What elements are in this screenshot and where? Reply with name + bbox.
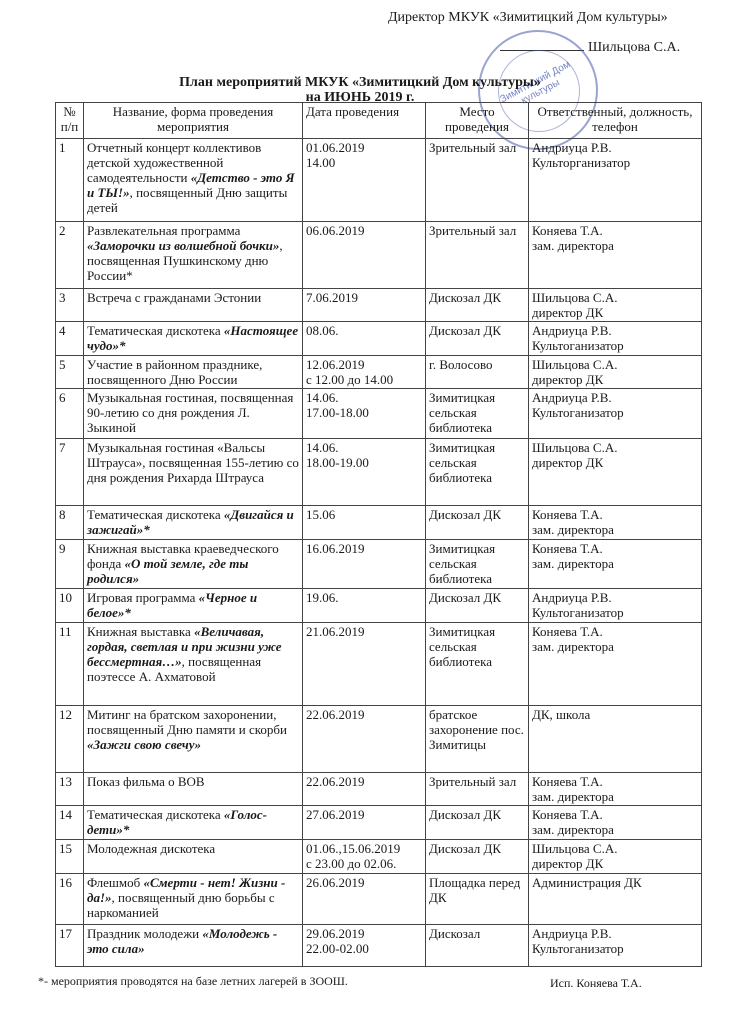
event-place: Зрительный зал bbox=[429, 774, 517, 789]
event-place: Зимитицкая сельская библиотека bbox=[429, 440, 496, 485]
event-responsible: Андриуца Р.В. Культоганизатор bbox=[532, 926, 624, 956]
event-name-text: Музыкальная гостиная «Вальсы Штрауса», посвященная 155-летию со дня рождения Рихарда Штрауса bbox=[87, 440, 299, 485]
cell-event-name bbox=[84, 925, 303, 967]
cell-place bbox=[426, 773, 529, 806]
event-place: Зрительный зал bbox=[429, 140, 517, 155]
cell-num bbox=[56, 322, 84, 356]
cell-date bbox=[303, 773, 426, 806]
row-number: 5 bbox=[59, 357, 66, 372]
row-number: 8 bbox=[59, 507, 66, 522]
table-row bbox=[56, 439, 702, 506]
cell-responsible bbox=[529, 222, 702, 289]
event-responsible: Шильцова С.А. директор ДК bbox=[532, 440, 618, 470]
header-place: Место проведения bbox=[426, 103, 529, 139]
header-num: № п/п bbox=[56, 103, 84, 139]
cell-responsible bbox=[529, 706, 702, 773]
row-number: 1 bbox=[59, 140, 66, 155]
event-name-title: «Молодежь - это сила» bbox=[87, 926, 278, 956]
cell-num bbox=[56, 773, 84, 806]
row-number: 2 bbox=[59, 223, 66, 238]
stamp-text: Зимитицкий Дом культуры bbox=[498, 59, 573, 107]
cell-date bbox=[303, 356, 426, 389]
cell-place bbox=[426, 840, 529, 874]
table-row bbox=[56, 806, 702, 840]
event-responsible: Коняева Т.А. зам. директора bbox=[532, 807, 614, 837]
event-name-text: Музыкальная гостиная, посвященная 90-летию со дня рождения Л. Зыкиной bbox=[87, 390, 294, 435]
cell-num bbox=[56, 874, 84, 925]
event-date: 12.06.2019 с 12.00 до 14.00 bbox=[306, 357, 394, 387]
row-number: 11 bbox=[59, 624, 72, 639]
header-responsible: Ответственный, должность, телефон bbox=[529, 103, 702, 139]
table-row bbox=[56, 925, 702, 967]
table-row bbox=[56, 356, 702, 389]
title-line-1: План мероприятий МКУК «Зимитицкий Дом культуры» bbox=[179, 75, 541, 90]
event-date: 14.06. 17.00-18.00 bbox=[306, 390, 369, 420]
event-place: г. Волосово bbox=[429, 357, 493, 372]
event-place: Дискозал ДК bbox=[429, 590, 502, 605]
event-place: Дискозал ДК bbox=[429, 323, 502, 338]
table-row bbox=[56, 506, 702, 540]
table-row bbox=[56, 289, 702, 322]
event-responsible: Андриуца Р.В. Культорганизатор bbox=[532, 140, 631, 170]
event-responsible: Коняева Т.А. зам. директора bbox=[532, 624, 614, 654]
event-place: Зимитицкая сельская библиотека bbox=[429, 624, 496, 669]
row-number: 9 bbox=[59, 541, 66, 556]
event-name-title: «Заморочки из волшебной бочки» bbox=[87, 238, 280, 253]
event-name-text: Митинг на братском захоронении, посвященный Дню памяти и скорби bbox=[87, 707, 287, 737]
row-number: 15 bbox=[59, 841, 72, 856]
event-name-title: «Настоящее чудо»* bbox=[87, 323, 299, 353]
row-number: 12 bbox=[59, 707, 72, 722]
cell-event-name bbox=[84, 806, 303, 840]
event-responsible: Коняева Т.А. зам. директора bbox=[532, 541, 614, 571]
cell-place bbox=[426, 139, 529, 222]
cell-date bbox=[303, 389, 426, 439]
cell-event-name bbox=[84, 389, 303, 439]
table-row bbox=[56, 840, 702, 874]
event-date: 14.06. 18.00-19.00 bbox=[306, 440, 369, 470]
event-place: Зимитицкая сельская библиотека bbox=[429, 541, 496, 586]
table-row bbox=[56, 623, 702, 706]
event-date: 01.06.,15.06.2019 с 23.00 до 02.06. bbox=[306, 841, 401, 871]
cell-responsible bbox=[529, 589, 702, 623]
event-date: 21.06.2019 bbox=[306, 624, 365, 639]
event-name-suffix: , посвященный Дню защиты детей bbox=[87, 185, 288, 215]
cell-date bbox=[303, 506, 426, 540]
cell-num bbox=[56, 506, 84, 540]
event-place: Площадка перед ДК bbox=[429, 875, 521, 905]
cell-event-name bbox=[84, 589, 303, 623]
cell-event-name bbox=[84, 506, 303, 540]
table-header-row bbox=[56, 103, 702, 139]
event-date: 22.06.2019 bbox=[306, 774, 365, 789]
event-name-title: «Зажги свою свечу» bbox=[87, 737, 202, 752]
table-row bbox=[56, 589, 702, 623]
row-number: 6 bbox=[59, 390, 66, 405]
cell-num bbox=[56, 840, 84, 874]
cell-num bbox=[56, 389, 84, 439]
cell-place bbox=[426, 706, 529, 773]
cell-place bbox=[426, 389, 529, 439]
table-row bbox=[56, 540, 702, 589]
row-number: 14 bbox=[59, 807, 72, 822]
cell-date bbox=[303, 874, 426, 925]
event-place: Зимитицкая сельская библиотека bbox=[429, 390, 496, 435]
cell-responsible bbox=[529, 874, 702, 925]
table-row bbox=[56, 773, 702, 806]
cell-place bbox=[426, 540, 529, 589]
cell-place bbox=[426, 623, 529, 706]
event-responsible: Администрация ДК bbox=[532, 875, 642, 890]
cell-place bbox=[426, 925, 529, 967]
table-row bbox=[56, 139, 702, 222]
event-date: 29.06.2019 22.00-02.00 bbox=[306, 926, 369, 956]
cell-event-name bbox=[84, 139, 303, 222]
event-name-suffix: , посвященная поэтессе А. Ахматовой bbox=[87, 654, 262, 684]
cell-event-name bbox=[84, 356, 303, 389]
event-name-title: «Детство - это Я и ТЫ!» bbox=[87, 170, 295, 200]
event-name-text: Участие в районном празднике, посвященного Дню России bbox=[87, 357, 263, 387]
event-name-text: Показ фильма о ВОВ bbox=[87, 774, 205, 789]
event-place: Дискозал bbox=[429, 926, 481, 941]
event-responsible: Шильцова С.А. директор ДК bbox=[532, 841, 618, 871]
event-date: 06.06.2019 bbox=[306, 223, 365, 238]
event-responsible: Андриуца Р.В. Культоганизатор bbox=[532, 323, 624, 353]
event-responsible: Шильцова С.А. директор ДК bbox=[532, 357, 618, 387]
cell-num bbox=[56, 289, 84, 322]
event-name-text: Встреча с гражданами Эстонии bbox=[87, 290, 262, 305]
cell-num bbox=[56, 222, 84, 289]
cell-place bbox=[426, 356, 529, 389]
event-date: 19.06. bbox=[306, 590, 339, 605]
row-number: 16 bbox=[59, 875, 72, 890]
cell-place bbox=[426, 439, 529, 506]
cell-responsible bbox=[529, 139, 702, 222]
signature-name: Шильцова С.А. bbox=[588, 40, 681, 55]
event-responsible: Шильцова С.А. директор ДК bbox=[532, 290, 618, 320]
event-name-suffix: , посвященный дню борьбы с наркоманией bbox=[87, 890, 275, 920]
row-number: 7 bbox=[59, 440, 66, 455]
row-number: 4 bbox=[59, 323, 66, 338]
cell-event-name bbox=[84, 439, 303, 506]
event-name-text: Отчетный концерт коллективов детской художественной самодеятельности bbox=[87, 140, 262, 185]
cell-num bbox=[56, 540, 84, 589]
cell-place bbox=[426, 874, 529, 925]
cell-num bbox=[56, 439, 84, 506]
cell-responsible bbox=[529, 289, 702, 322]
event-date: 15.06 bbox=[306, 507, 336, 522]
executor: Исп. Коняева Т.А. bbox=[550, 976, 642, 990]
event-place: Дискозал ДК bbox=[429, 290, 502, 305]
event-place: Зрительный зал bbox=[429, 223, 517, 238]
table-row bbox=[56, 222, 702, 289]
cell-responsible bbox=[529, 322, 702, 356]
event-name-text: Праздник молодежи bbox=[87, 926, 203, 941]
cell-event-name bbox=[84, 289, 303, 322]
cell-responsible bbox=[529, 840, 702, 874]
director-line: Директор МКУК «Зимитицкий Дом культуры» bbox=[388, 10, 668, 25]
cell-date bbox=[303, 806, 426, 840]
cell-date bbox=[303, 925, 426, 967]
cell-num bbox=[56, 806, 84, 840]
event-responsible: Андриуца Р.В. Культоганизатор bbox=[532, 590, 624, 620]
cell-event-name bbox=[84, 623, 303, 706]
cell-date bbox=[303, 289, 426, 322]
event-name-title: «Величавая, гордая, светлая и при жизни уже бессмертная…» bbox=[87, 624, 282, 669]
cell-event-name bbox=[84, 322, 303, 356]
event-name-title: «Голос-дети»* bbox=[87, 807, 268, 837]
event-name-text: Флешмоб bbox=[87, 875, 144, 890]
cell-date bbox=[303, 139, 426, 222]
cell-num bbox=[56, 139, 84, 222]
event-name-title: «Двигайся и зажигай»* bbox=[87, 507, 294, 537]
cell-date bbox=[303, 589, 426, 623]
cell-date bbox=[303, 623, 426, 706]
table-row bbox=[56, 389, 702, 439]
row-number: 10 bbox=[59, 590, 72, 605]
event-place: братское захоронение пос. Зимитицы bbox=[429, 707, 524, 752]
cell-event-name bbox=[84, 706, 303, 773]
cell-place bbox=[426, 806, 529, 840]
cell-responsible bbox=[529, 439, 702, 506]
event-name-text: Развлекательная программа bbox=[87, 223, 241, 238]
event-name-text: Тематическая дискотека bbox=[87, 807, 224, 822]
event-place: Дискозал ДК bbox=[429, 507, 502, 522]
cell-event-name bbox=[84, 840, 303, 874]
cell-responsible bbox=[529, 356, 702, 389]
event-name-title: «Черное и белое»* bbox=[87, 590, 258, 620]
event-responsible: Коняева Т.А. зам. директора bbox=[532, 223, 614, 253]
event-date: 27.06.2019 bbox=[306, 807, 365, 822]
footnote: *- мероприятия проводятся на базе летних лагерей в ЗООШ. bbox=[38, 974, 348, 988]
cell-responsible bbox=[529, 925, 702, 967]
event-name-text: Тематическая дискотека bbox=[87, 507, 224, 522]
cell-num bbox=[56, 589, 84, 623]
event-name-text: Книжная выставка bbox=[87, 624, 195, 639]
cell-date bbox=[303, 706, 426, 773]
event-name-text: Книжная выставка краеведческого фонда bbox=[87, 541, 279, 571]
event-name-suffix: , посвященная Пушкинскому дню России* bbox=[87, 238, 283, 283]
cell-date bbox=[303, 322, 426, 356]
page-title bbox=[150, 75, 570, 105]
cell-responsible bbox=[529, 773, 702, 806]
event-responsible: Коняева Т.А. зам. директора bbox=[532, 774, 614, 804]
cell-num bbox=[56, 706, 84, 773]
event-place: Дискозал ДК bbox=[429, 807, 502, 822]
event-responsible: ДК, школа bbox=[532, 707, 591, 722]
event-responsible: Коняева Т.А. зам. директора bbox=[532, 507, 614, 537]
cell-date bbox=[303, 222, 426, 289]
cell-num bbox=[56, 925, 84, 967]
event-date: 01.06.2019 14.00 bbox=[306, 140, 365, 170]
cell-num bbox=[56, 623, 84, 706]
event-date: 08.06. bbox=[306, 323, 339, 338]
row-number: 13 bbox=[59, 774, 72, 789]
cell-responsible bbox=[529, 389, 702, 439]
table-body bbox=[56, 139, 702, 967]
table-row bbox=[56, 322, 702, 356]
event-date: 22.06.2019 bbox=[306, 707, 365, 722]
event-date: 26.06.2019 bbox=[306, 875, 365, 890]
header-date: Дата проведения bbox=[303, 103, 426, 139]
cell-place bbox=[426, 289, 529, 322]
cell-event-name bbox=[84, 222, 303, 289]
row-number: 3 bbox=[59, 290, 66, 305]
event-name-title: «О той земле, где ты родился» bbox=[87, 556, 249, 586]
table-row bbox=[56, 706, 702, 773]
cell-responsible bbox=[529, 806, 702, 840]
cell-event-name bbox=[84, 874, 303, 925]
row-number: 17 bbox=[59, 926, 72, 941]
event-place: Дискозал ДК bbox=[429, 841, 502, 856]
cell-responsible bbox=[529, 540, 702, 589]
cell-date bbox=[303, 439, 426, 506]
header-name: Название, форма проведения мероприятия bbox=[84, 103, 303, 139]
cell-place bbox=[426, 322, 529, 356]
cell-place bbox=[426, 589, 529, 623]
cell-num bbox=[56, 356, 84, 389]
event-name-text: Тематическая дискотека bbox=[87, 323, 224, 338]
event-responsible: Андриуца Р.В. Культоганизатор bbox=[532, 390, 624, 420]
event-name-title: «Смерти - нет! Жизни - да!» bbox=[87, 875, 286, 905]
events-table bbox=[55, 102, 702, 967]
event-name-text: Молодежная дискотека bbox=[87, 841, 216, 856]
title-line-2: на ИЮНЬ 2019 г. bbox=[305, 90, 415, 105]
cell-event-name bbox=[84, 540, 303, 589]
event-date: 7.06.2019 bbox=[306, 290, 358, 305]
cell-place bbox=[426, 222, 529, 289]
cell-event-name bbox=[84, 773, 303, 806]
cell-responsible bbox=[529, 623, 702, 706]
cell-date bbox=[303, 540, 426, 589]
table-row bbox=[56, 874, 702, 925]
cell-responsible bbox=[529, 506, 702, 540]
event-date: 16.06.2019 bbox=[306, 541, 365, 556]
event-name-text: Игровая программа bbox=[87, 590, 199, 605]
cell-place bbox=[426, 506, 529, 540]
cell-date bbox=[303, 840, 426, 874]
